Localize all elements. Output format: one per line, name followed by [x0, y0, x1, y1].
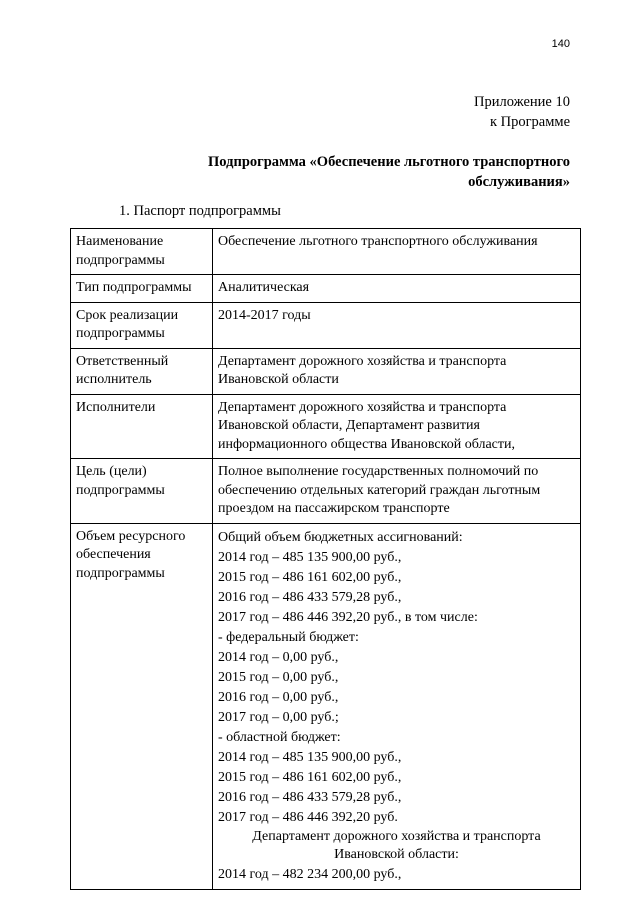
total-heading: Общий объем бюджетных ассигнований: — [218, 529, 463, 545]
regional-line: 2017 год – 486 446 392,20 руб. — [218, 809, 398, 825]
row-label — [71, 459, 213, 524]
value-line: Аналитическая — [218, 280, 310, 295]
label-line: Срок реализации — [76, 307, 179, 323]
page-number: 140 — [551, 38, 570, 50]
value-line: информационного общества Ивановской области, — [218, 436, 515, 452]
table-row — [71, 275, 581, 303]
total-line: 2015 год – 486 161 602,00 руб., — [218, 569, 402, 585]
label-line: Исполнители — [76, 399, 156, 415]
row-label — [71, 394, 213, 459]
value-line: обеспечению отдельных категорий граждан льготным — [218, 482, 541, 498]
subprogram-title — [150, 152, 570, 192]
federal-heading: - федеральный бюджет: — [218, 629, 359, 645]
value-line: Обеспечение льготного транспортного обслуживания — [218, 234, 538, 249]
value-line: Ивановской области — [218, 372, 339, 387]
table-row — [71, 302, 581, 348]
value-line: Департамент дорожного хозяйства и транспорта — [218, 399, 507, 415]
row-label — [71, 348, 213, 394]
label-line: Тип подпрограммы — [76, 280, 192, 295]
label-line: подпрограммы — [76, 482, 165, 498]
department-line: 2014 год – 482 234 200,00 руб., — [218, 866, 402, 882]
section-heading: 1. Паспорт подпрограммы — [119, 203, 281, 219]
value-line: 2014-2017 годы — [218, 307, 311, 323]
row-value — [213, 523, 581, 889]
subprogram-title-line-2: обслуживания» — [468, 174, 570, 190]
table-row — [71, 394, 581, 459]
total-line: 2017 год – 486 446 392,20 руб., в том числе: — [218, 609, 478, 625]
department-heading: Ивановской области: — [334, 847, 459, 862]
row-label — [71, 523, 213, 889]
label-line: Ответственный — [76, 353, 169, 369]
label-line: обеспечения — [76, 547, 151, 562]
federal-line: 2015 год – 0,00 руб., — [218, 669, 339, 685]
row-value — [213, 459, 581, 524]
regional-line: 2014 год – 485 135 900,00 руб., — [218, 749, 402, 765]
appendix-line-2: к Программе — [489, 114, 570, 130]
value-line: Ивановской области, Департамент развития — [218, 418, 480, 433]
row-label — [71, 302, 213, 348]
federal-line: 2016 год – 0,00 руб., — [218, 689, 339, 705]
row-value — [213, 229, 581, 275]
appendix-line-1: Приложение 10 — [474, 94, 570, 110]
value-line: Департамент дорожного хозяйства и транспорта — [218, 353, 507, 369]
row-label — [71, 275, 213, 303]
row-value — [213, 275, 581, 303]
federal-line: 2017 год – 0,00 руб.; — [218, 709, 339, 725]
row-value — [213, 394, 581, 459]
federal-line: 2014 год – 0,00 руб., — [218, 649, 339, 665]
label-line: Цель (цели) — [76, 464, 147, 479]
label-line: подпрограммы — [76, 565, 165, 581]
label-line: подпрограммы — [76, 252, 165, 268]
department-heading: Департамент дорожного хозяйства и транспорта — [252, 828, 541, 844]
regional-line: 2015 год – 486 161 602,00 руб., — [218, 769, 402, 785]
total-line: 2014 год – 485 135 900,00 руб., — [218, 549, 402, 565]
row-value — [213, 348, 581, 394]
label-line: подпрограммы — [76, 326, 165, 341]
table-row — [71, 229, 581, 275]
table-row — [71, 459, 581, 524]
passport-table — [70, 228, 581, 890]
label-line: исполнитель — [76, 372, 152, 387]
regional-heading: - областной бюджет: — [218, 729, 341, 745]
table-row-funding — [71, 523, 581, 889]
appendix-reference — [270, 92, 570, 132]
label-line: Наименование — [76, 234, 164, 249]
row-value — [213, 302, 581, 348]
regional-line: 2016 год – 486 433 579,28 руб., — [218, 789, 402, 805]
value-line: Полное выполнение государственных полномочий по — [218, 464, 539, 479]
total-line: 2016 год – 486 433 579,28 руб., — [218, 589, 402, 605]
row-label — [71, 229, 213, 275]
value-line: проездом на пассажирском транспорте — [218, 501, 450, 516]
label-line: Объем ресурсного — [76, 528, 186, 544]
table-row — [71, 348, 581, 394]
subprogram-title-line-1: Подпрограмма «Обеспечение льготного транспортного — [208, 154, 570, 170]
